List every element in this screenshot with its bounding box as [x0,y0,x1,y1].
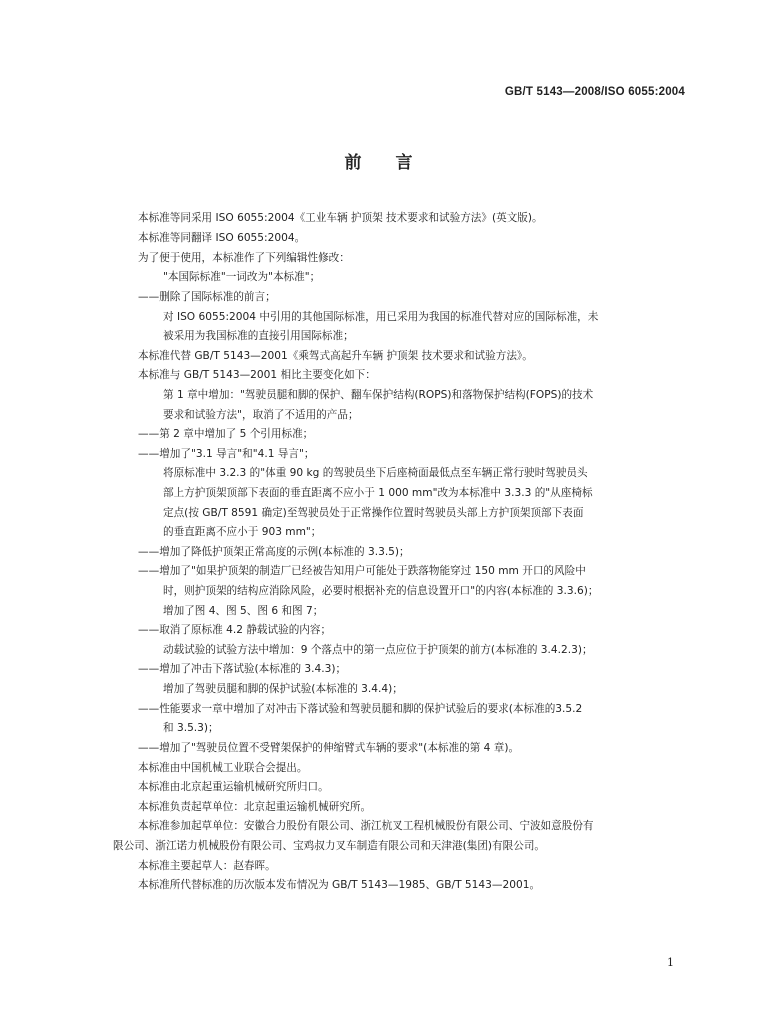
paragraph-line: 被采用为我国标准的直接引用国际标准； [163,330,354,342]
paragraph-line: ——增加了"如果护顶架的制造厂已经被告知用户可能处于跌落物能穿过 150 mm 开口的风险中 [138,565,586,577]
paragraph-line: "本国际标准"一词改为"本标准"； [163,271,321,283]
paragraph-line: 要求和试验方法"，取消了不适用的产品； [163,409,359,421]
paragraph-line: 增加了驾驶员腿和脚的保护试验(本标准的 3.4.4)； [163,683,403,695]
paragraph-line: 限公司、浙江诺力机械股份有限公司、宝鸡叔力叉车制造有限公司和天津港(集团)有限公司。 [113,840,546,852]
paragraph-line: 本标准所代替标准的历次版本发布情况为 GB/T 5143—1985、GB/T 5143—2001。 [138,879,541,891]
paragraph-line: 增加了图 4、图 5、图 6 和图 7； [163,605,324,617]
paragraph-line: 第 1 章中增加："驾驶员腿和脚的保护、翻车保护结构(ROPS)和落物保护结构(FOPS)的技术 [163,389,594,401]
paragraph-line: 本标准由中国机械工业联合会提出。 [138,762,308,774]
paragraph-line: ——删除了国际标准的前言； [138,291,276,303]
paragraph-line: 时，则护顶架的结构应消除风险，必要时根据补充的信息设置开口"的内容(本标准的 3.3.6)； [163,585,599,597]
paragraph-line: 本标准与 GB/T 5143—2001 相比主要变化如下： [138,369,376,381]
paragraph-line: 和 3.5.3)； [163,722,219,734]
paragraph-line: 的垂直距离不应小于 903 mm"； [163,526,322,538]
paragraph-line: 为了便于使用，本标准作了下列编辑性修改： [138,252,350,264]
paragraph-line: 本标准参加起草单位：安徽合力股份有限公司、浙江杭叉工程机械股份有限公司、宁波如意股份有 [138,820,594,832]
paragraph-line: ——性能要求一章中增加了对冲击下落试验和驾驶员腿和脚的保护试验后的要求(本标准的3.5.2 [138,703,583,715]
paragraph-line: 本标准等同翻译 ISO 6055:2004。 [138,232,306,244]
page-title: 前言 [344,153,447,173]
paragraph-line: ——第 2 章中增加了 5 个引用标准； [138,428,314,440]
paragraph-line: 部上方护顶架顶部下表面的垂直距离不应小于 1 000 mm"改为本标准中 3.3.3 的"从座椅标 [163,487,593,499]
paragraph-line: ——取消了原标准 4.2 静载试验的内容； [138,624,332,636]
paragraph-line: ——增加了冲击下落试验(本标准的 3.4.3)； [138,663,347,675]
paragraph-line: 对 ISO 6055:2004 中引用的其他国际标准，用已采用为我国的标准代替对应的国际标准，未 [163,311,599,323]
standard-number: GB/T 5143—2008/ISO 6055:2004 [504,86,685,98]
paragraph-line: ——增加了"驾驶员位置不受臂架保护的伸缩臂式车辆的要求"(本标准的第 4 章)。 [138,742,520,754]
paragraph-line: 定点(按 GB/T 8591 确定)至驾驶员处于正常操作位置时驾驶员头部上方护顶架顶部下表面 [163,507,584,519]
paragraph-line: 本标准主要起草人：赵春晖。 [138,860,276,872]
page-number: 1 [667,956,674,969]
paragraph-line: ——增加了降低护顶架正常高度的示例(本标准的 3.3.5)； [138,546,410,558]
paragraph-line: 本标准负责起草单位：北京起重运输机械研究所。 [138,801,372,813]
paragraph-line: 将原标准中 3.2.3 的"体重 90 kg 的驾驶员坐下后座椅面最低点至车辆正常行驶时驾驶员头 [163,467,588,479]
paragraph-line: 本标准代替 GB/T 5143—2001《乘驾式高起升车辆 护顶架 技术要求和试验方法》。 [138,350,533,362]
paragraph-line: 动载试验的试验方法中增加：9 个落点中的第一点应位于护顶架的前方(本标准的 3.4.2.3)； [163,644,593,656]
paragraph-line: 本标准由北京起重运输机械研究所归口。 [138,781,329,793]
paragraph-line: ——增加了"3.1 导言"和"4.1 导言"； [138,448,315,460]
paragraph-line: 本标准等同采用 ISO 6055:2004《工业车辆 护顶架 技术要求和试验方法》(英文版)。 [138,212,543,224]
